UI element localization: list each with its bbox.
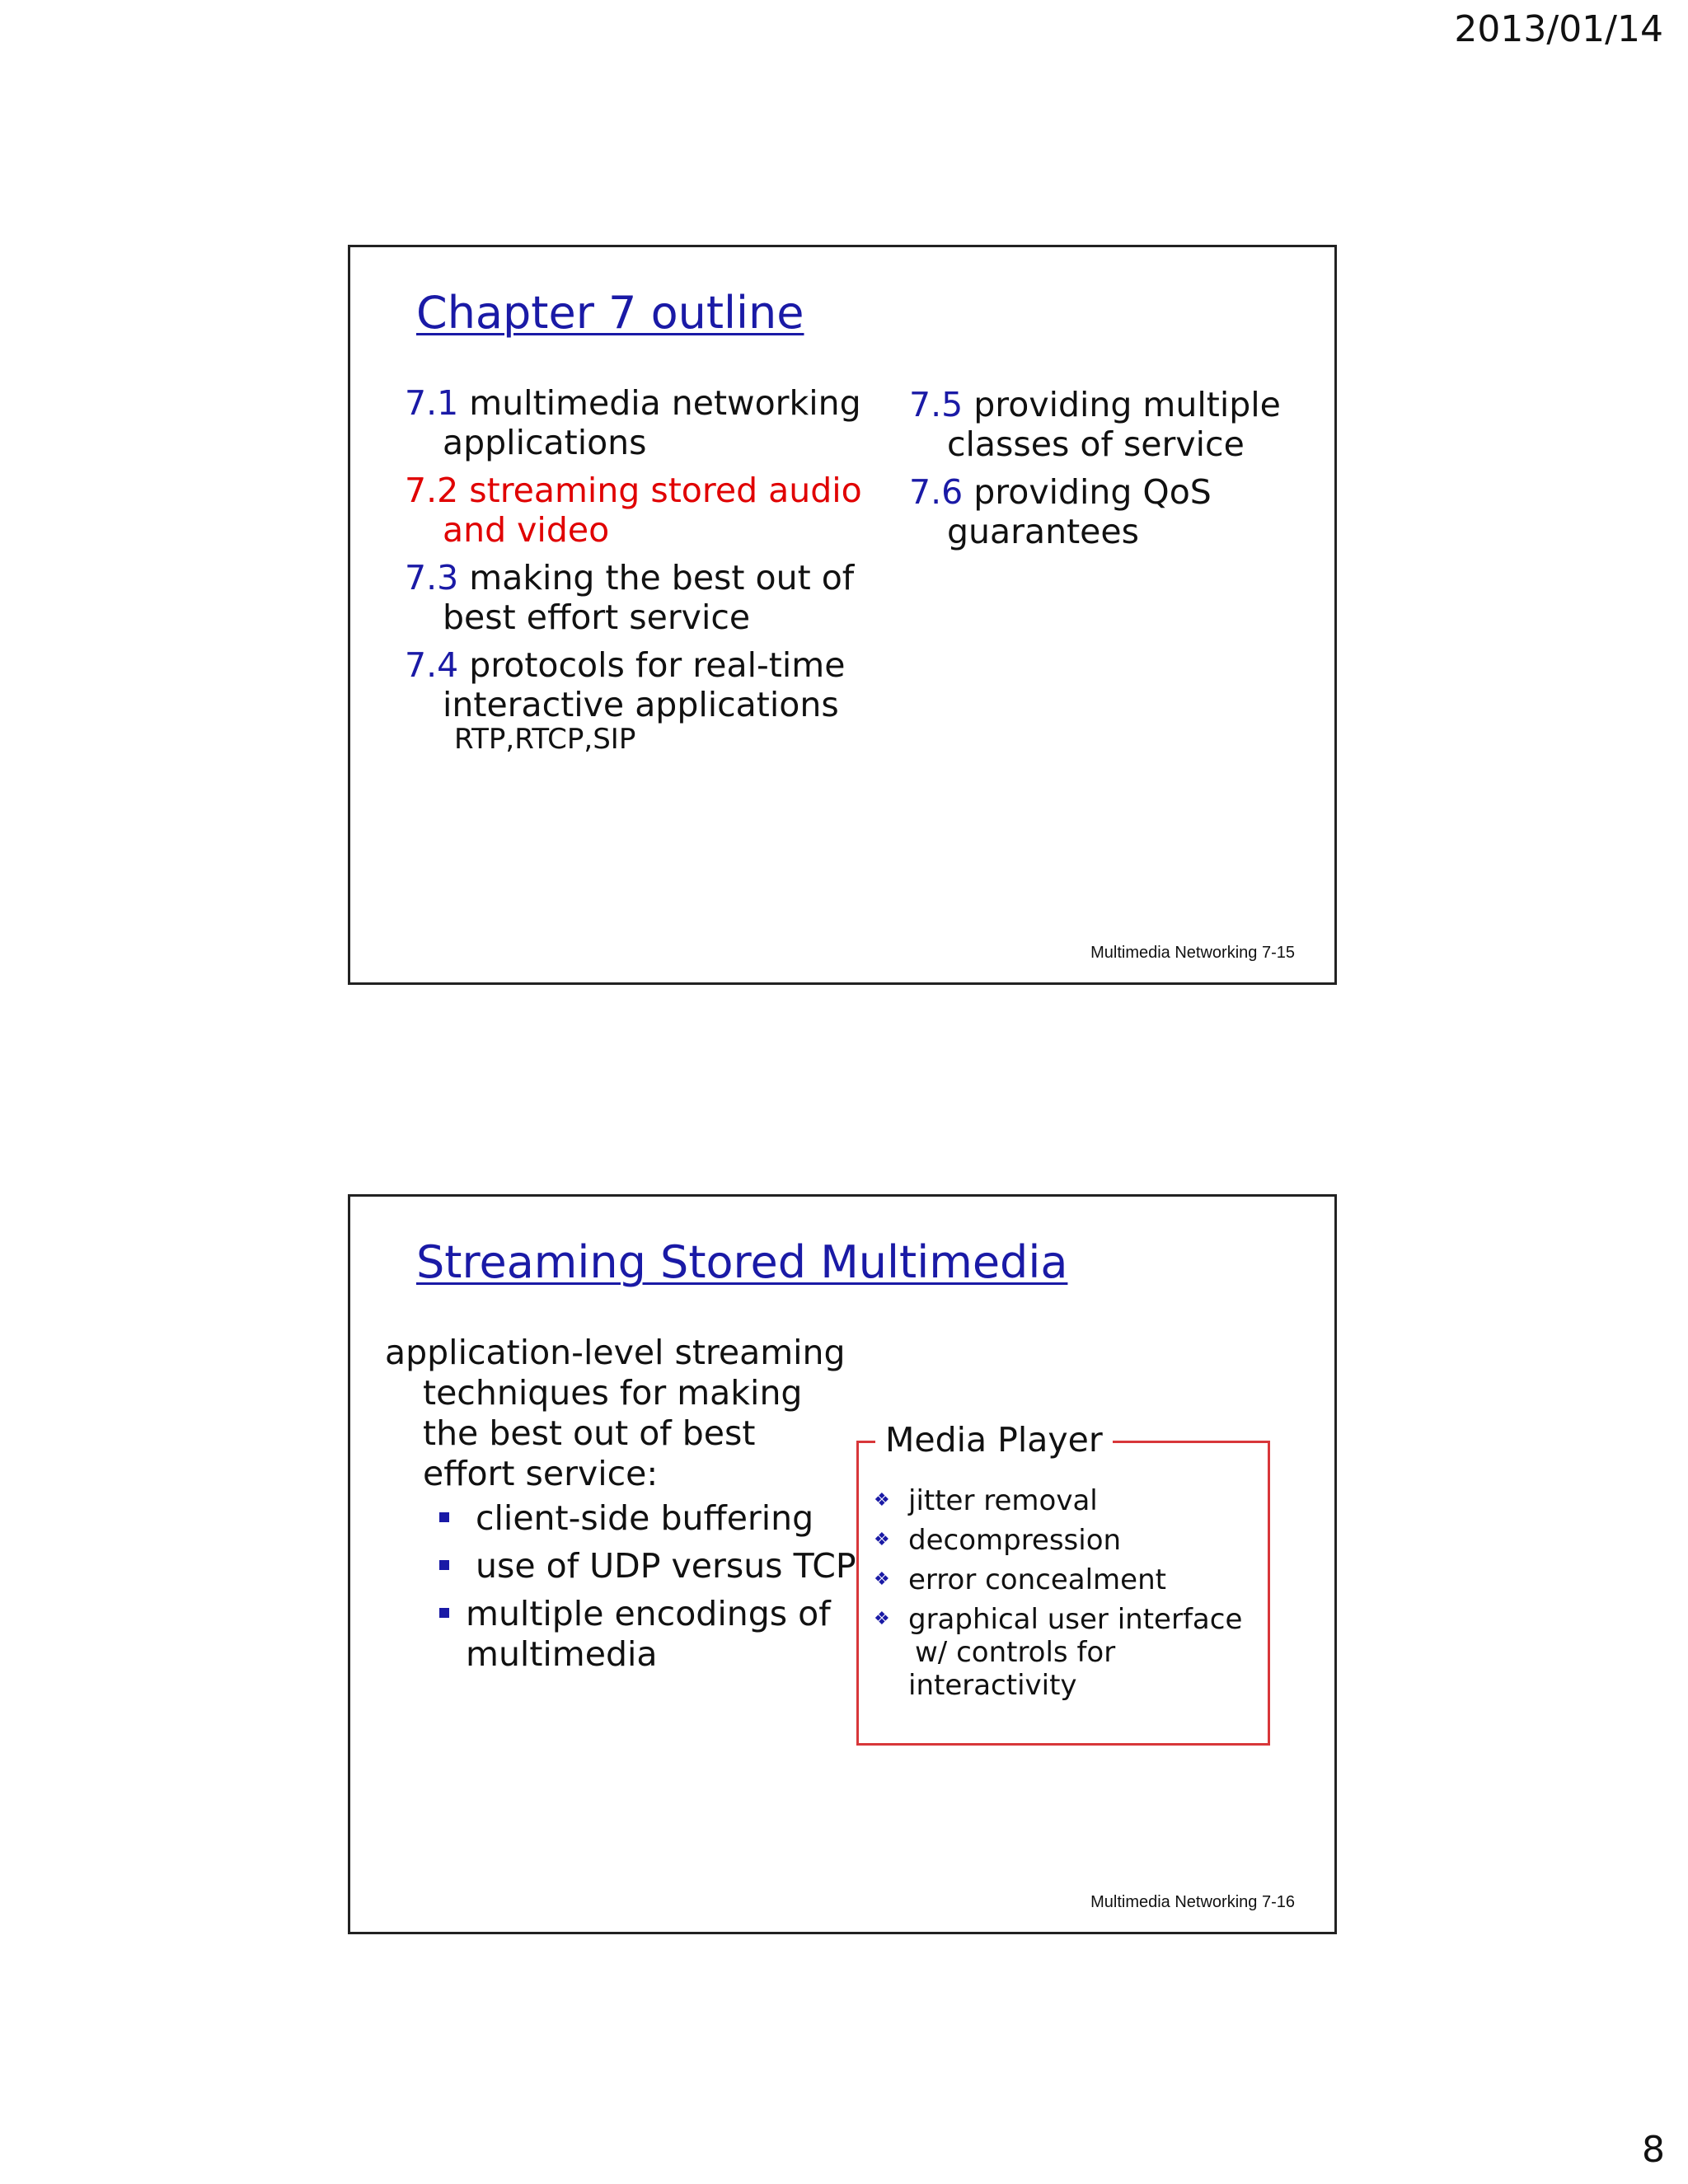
outline-item-7-2-current: 7.2 streaming stored audio and video <box>405 471 862 550</box>
media-player-box <box>856 1420 1270 1746</box>
slide-footer: Multimedia Networking 7-15 <box>1090 944 1295 962</box>
diamond-bullet-icon: ❖ <box>874 1609 890 1629</box>
diamond-bullet-icon: ❖ <box>874 1530 890 1550</box>
slide-title: Streaming Stored Multimedia <box>416 1236 1068 1288</box>
list-item: multiple encodings of multimedia <box>433 1594 861 1675</box>
list-item-continuation: w/ controls for <box>915 1636 1116 1669</box>
square-bullet-icon <box>439 1560 449 1570</box>
list-item: client-side buffering <box>433 1498 861 1539</box>
list-item: ❖ decompression <box>874 1524 1122 1557</box>
page-number: 8 <box>1642 2129 1665 2171</box>
media-player-label: Media Player <box>875 1417 1113 1463</box>
outline-right-column <box>909 385 1296 560</box>
list-item: ❖ error concealment <box>874 1563 1166 1596</box>
outline-item-7-6: 7.6 providing QoS guarantees <box>909 472 1212 551</box>
diamond-bullet-icon: ❖ <box>874 1569 890 1590</box>
technique-list <box>433 1498 861 1682</box>
list-item: ❖ jitter removal <box>874 1484 1098 1517</box>
outline-item-7-4: 7.4 protocols for real-time interactive applications <box>405 645 846 724</box>
list-item-continuation: interactivity <box>908 1669 1077 1702</box>
square-bullet-icon <box>439 1512 449 1522</box>
outline-item-7-5: 7.5 providing multiple classes of service <box>909 385 1281 464</box>
list-item: use of UDP versus TCP <box>433 1546 861 1586</box>
document-date: 2013/01/14 <box>1454 8 1663 50</box>
media-player-features <box>872 1484 1259 1702</box>
list-item: ❖ graphical user interface w/ controls for interactivity <box>872 1603 1259 1702</box>
diamond-bullet-icon: ❖ <box>874 1490 890 1511</box>
square-bullet-icon <box>439 1608 449 1618</box>
slide-chapter-outline <box>348 245 1337 985</box>
slide-title: Chapter 7 outline <box>416 287 804 339</box>
slide-streaming-stored-multimedia <box>348 1194 1337 1934</box>
slide-footer: Multimedia Networking 7-16 <box>1090 1893 1295 1911</box>
outline-subnote: RTP,RTCP,SIP <box>454 723 636 756</box>
outline-item-7-1: 7.1 multimedia networking applications <box>405 383 861 462</box>
outline-item-7-3: 7.3 making the best out of best effort service <box>405 558 855 637</box>
intro-text: application-level streaming techniques for making the best out of best effort service: <box>385 1333 846 1493</box>
outline-left-column <box>405 383 866 756</box>
